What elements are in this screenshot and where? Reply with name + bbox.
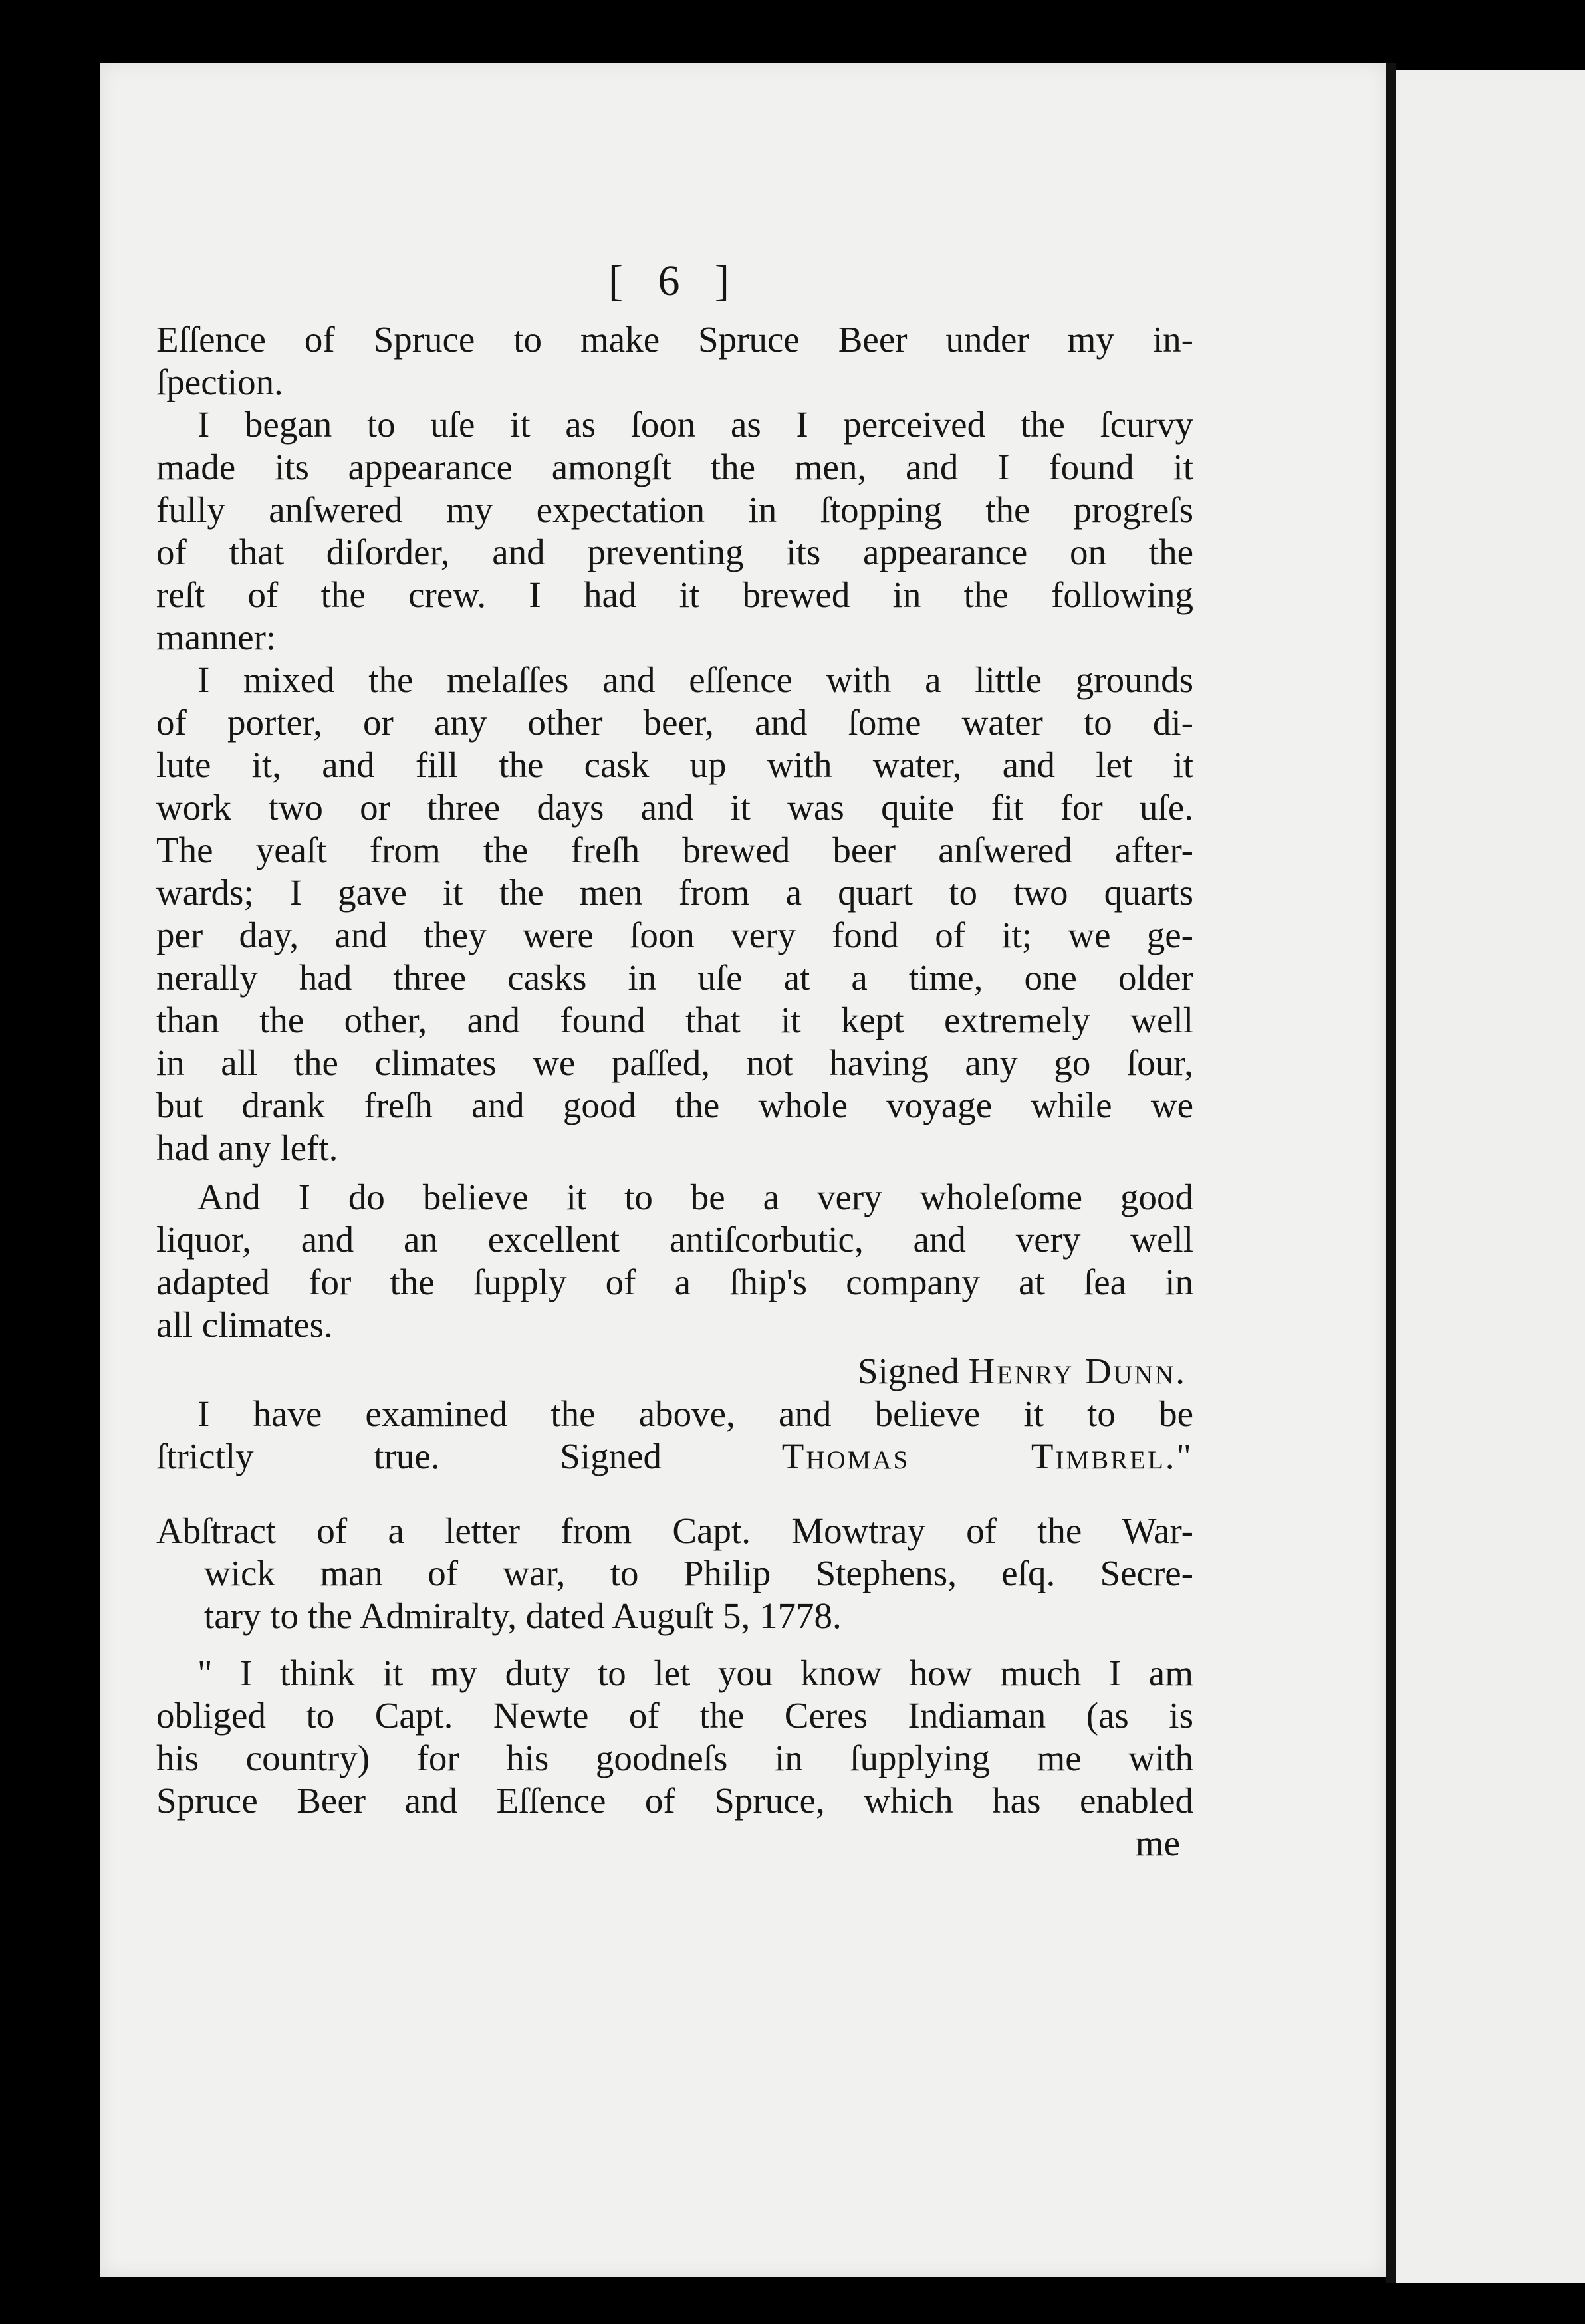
text-line: per day, and they were ſoon very fond of it; we ge- (156, 915, 1193, 955)
text-line: liquor, and an excellent antiſcorbutic, and very well (156, 1219, 1193, 1260)
page-number: [ 6 ] (608, 257, 741, 305)
text-line: made its appearance amongſt the men, and I found it (156, 447, 1193, 487)
text-line: I have examined the above, and believe it to be (197, 1393, 1193, 1434)
paragraph-2 (156, 404, 1193, 659)
text-line: Abſtract of a letter from Capt. Mowtray of the War- (156, 1510, 1193, 1551)
text-line: nerally had three casks in uſe at a time, one older (156, 957, 1193, 998)
text-line: fully anſwered my expectation in ſtopping the progreſs (156, 489, 1193, 530)
text-line: of that diſorder, and preventing its appearance on the (156, 532, 1193, 572)
signed-prefix: Signed (560, 1436, 662, 1476)
signatory-name: Thomas Timbrel." (781, 1436, 1194, 1476)
text-line: Eſſence of Spruce to make Spruce Beer under my in- (156, 319, 1193, 360)
paragraph-1 (156, 318, 1193, 404)
page-text (156, 256, 1193, 1865)
signature-line (156, 1435, 1193, 1478)
text-line: And I do believe it to be a very wholeſome good (197, 1177, 1193, 1217)
text-line: all climates. (156, 1304, 333, 1345)
letter-paragraph (156, 1652, 1193, 1865)
text-line: lute it, and fill the cask up with water, and let it (156, 745, 1193, 785)
text-line: I began to uſe it as ſoon as I perceived the ſcurvy (197, 404, 1193, 445)
text-line: adapted for the ſupply of a ſhip's company at ſea in (156, 1262, 1193, 1302)
facing-page (1396, 70, 1585, 2283)
text-line: of porter, or any other beer, and ſome water to di- (156, 702, 1193, 743)
text-line: his country) for his goodneſs in ſupplying me with (156, 1738, 1193, 1778)
text-line: wards; I gave it the men from a quart to two quarts (156, 872, 1193, 913)
signed-prefix: Signed (858, 1351, 959, 1391)
text-line: The yeaſt from the freſh brewed beer anſwered after- (156, 830, 1193, 870)
text-line: but drank freſh and good the whole voyage while we (156, 1085, 1193, 1125)
signatory-name: Henry Dunn. (968, 1351, 1187, 1391)
text-line: tary to the Admiralty, dated Auguſt 5, 1778. (204, 1595, 842, 1636)
signature-henry-dunn (156, 1350, 1193, 1393)
book-gutter (1386, 63, 1396, 2283)
text-line: reſt of the crew. I had it brewed in the following (156, 574, 1193, 615)
paragraph-4 (156, 1176, 1193, 1346)
text-line: manner: (156, 617, 277, 657)
signature-block (560, 1436, 1193, 1476)
abstract-heading (156, 1510, 1193, 1637)
strictly-true-text: ſtrictly true. (156, 1436, 440, 1476)
text-line: ſpection. (156, 362, 283, 402)
text-line: " I think it my duty to let you know how much I am (197, 1653, 1193, 1693)
catchword: me (1135, 1823, 1180, 1863)
signature-line (156, 1350, 1193, 1393)
paragraph-3 (156, 659, 1193, 1169)
text-line: had any left. (156, 1127, 338, 1168)
text-line: than the other, and found that it kept extremely well (156, 1000, 1193, 1040)
text-line: obliged to Capt. Newte of the Ceres Indiaman (as is (156, 1695, 1193, 1736)
text-line: I mixed the melaſſes and eſſence with a little grounds (197, 659, 1193, 700)
text-line: wick man of war, to Philip Stephens, eſq. Secre- (204, 1553, 1193, 1593)
text-line: in all the climates we paſſed, not having any go ſour, (156, 1042, 1193, 1083)
examined-statement (156, 1393, 1193, 1478)
text-line: work two or three days and it was quite fit for uſe. (156, 787, 1193, 828)
text-line: Spruce Beer and Eſſence of Spruce, which has enabled (156, 1780, 1193, 1821)
